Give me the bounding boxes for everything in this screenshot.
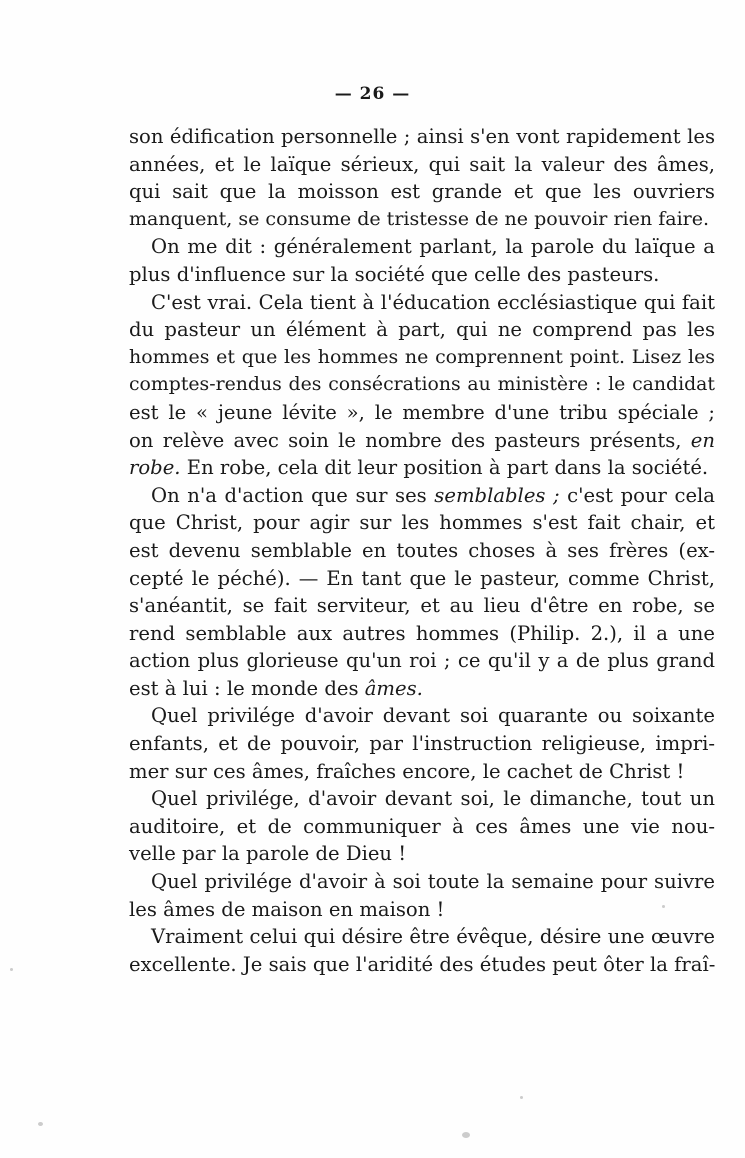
italic-text: semblables ; — [434, 483, 560, 507]
text-line — [129, 702, 715, 730]
line-text: auditoire, et de communiquer à ces âmes une vie nou- — [129, 814, 715, 838]
text-line — [129, 371, 715, 399]
text-line — [129, 509, 715, 537]
text-line — [129, 592, 715, 620]
text-line — [129, 233, 715, 261]
line-text: enfants, et de pouvoir, par l'instruction religieuse, impri- — [129, 732, 715, 756]
text-line — [129, 730, 715, 758]
line-text: manquent, se consume de tristesse de ne pouvoir rien faire. — [129, 207, 710, 230]
text-line — [129, 620, 715, 648]
scan-speck — [38, 1122, 43, 1126]
line-text: Vraiment celui qui désire être évêque, désire une œuvre — [151, 925, 715, 949]
line-text: hommes et que les hommes ne comprennent point. Lisez les — [129, 345, 715, 368]
line-text: En robe, cela dit leur position à part dans la société. — [180, 456, 709, 480]
text-line — [129, 454, 715, 482]
text-line — [129, 289, 715, 317]
text-line — [129, 399, 715, 427]
text-line — [129, 813, 715, 841]
line-text: du pasteur un élément à part, qui ne comprend pas les — [129, 318, 715, 342]
text-line — [129, 206, 715, 234]
line-text: Quel privilége, d'avoir devant soi, le dimanche, tout un — [151, 787, 715, 811]
scan-speck — [662, 905, 665, 908]
line-text: s'anéantit, se fait serviteur, et au lieu d'être en robe, se — [129, 594, 715, 618]
line-text: c'est pour cela — [559, 483, 715, 507]
scan-speck — [520, 1096, 523, 1099]
line-text: plus d'influence sur la société que celle des pasteurs. — [129, 262, 660, 286]
line-text: mer sur ces âmes, fraîches encore, le cachet de Christ ! — [129, 759, 685, 783]
italic-text: en — [690, 428, 715, 452]
scan-speck — [462, 1132, 470, 1138]
line-text: rend semblable aux autres hommes (Philip. 2.), il a une — [129, 621, 715, 645]
text-line — [129, 482, 715, 510]
line-text: on relève avec soin le nombre des pasteurs présents, — [129, 428, 691, 452]
line-text: cepté le péché). — En tant que le pasteur, comme Christ, — [129, 566, 715, 590]
page-number: — 26 — — [334, 84, 411, 104]
line-text: Quel privilége d'avoir à soi toute la semaine pour suivre — [151, 870, 715, 894]
italic-text: âmes. — [364, 676, 423, 700]
line-text: années, et le laïque sérieux, qui sait la valeur des âmes, — [129, 152, 715, 176]
text-line — [129, 896, 715, 924]
line-text: On me dit : généralement parlant, la parole du laïque a — [151, 235, 715, 259]
line-text: On n'a d'action que sur ses — [151, 483, 435, 507]
line-text: velle par la parole de Dieu ! — [129, 842, 407, 866]
text-line — [129, 785, 715, 813]
line-text: est le « jeune lévite », le membre d'une tribu spéciale ; — [129, 400, 715, 424]
text-line — [129, 261, 715, 289]
line-text: excellente. Je sais que l'aridité des études peut ôter la fraî- — [129, 952, 716, 976]
text-line — [129, 647, 715, 675]
line-text: qui sait que la moisson est grande et que les ouvriers — [129, 180, 715, 204]
line-text: comptes-rendus des consécrations au ministère : le candidat — [129, 374, 715, 396]
line-text: les âmes de maison en maison ! — [129, 897, 445, 921]
line-text: est à lui : le monde des — [129, 676, 365, 700]
line-text: son édification personnelle ; ainsi s'en vont rapidement les — [129, 125, 715, 148]
scan-speck — [10, 968, 13, 971]
line-text: que Christ, pour agir sur les hommes s'est fait chair, et — [129, 511, 715, 535]
italic-text: robe. — [129, 456, 181, 480]
text-line — [129, 344, 715, 372]
text-line — [129, 316, 715, 344]
text-line — [129, 923, 715, 951]
text-line — [129, 427, 715, 455]
body-text — [129, 123, 715, 978]
text-line — [129, 178, 715, 206]
text-line — [129, 951, 715, 979]
text-line — [129, 123, 715, 151]
line-text: C'est vrai. Cela tient à l'éducation ecclésiastique qui fait — [151, 290, 715, 314]
text-line — [129, 758, 715, 786]
line-text: est devenu semblable en toutes choses à ses frères (ex- — [129, 538, 715, 562]
line-text: action plus glorieuse qu'un roi ; ce qu'il y a de plus grand — [129, 649, 715, 673]
text-line — [129, 565, 715, 593]
line-text: Quel privilége d'avoir devant soi quarante ou soixante — [151, 704, 715, 728]
text-line — [129, 675, 715, 703]
text-line — [129, 537, 715, 565]
text-line — [129, 868, 715, 896]
text-line — [129, 840, 715, 868]
text-line — [129, 151, 715, 179]
